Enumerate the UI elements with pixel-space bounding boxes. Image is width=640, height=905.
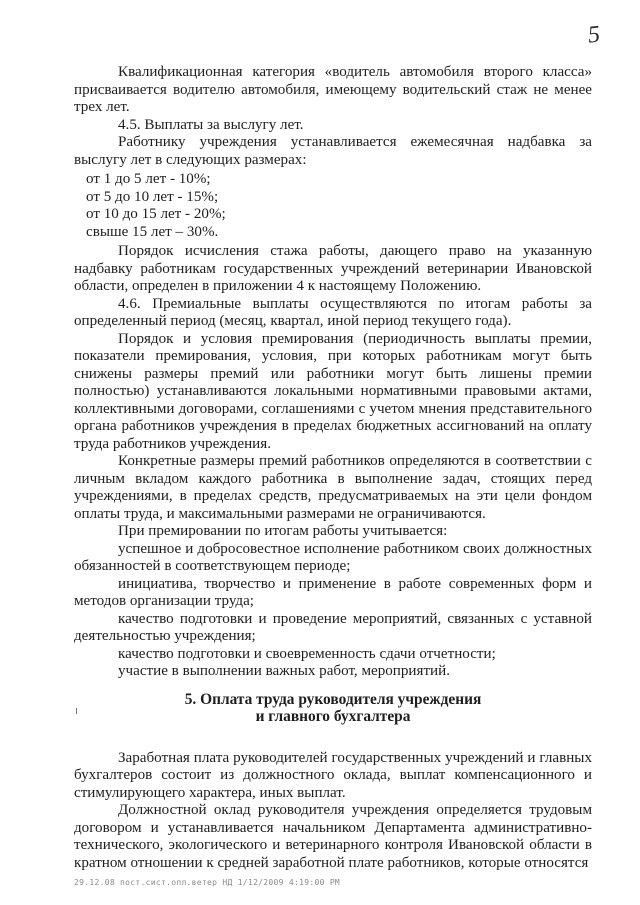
page-number: 5 bbox=[586, 21, 602, 49]
document-footer: 29.12.08 пост.сист.опл.ветер НД 1/12/2009 4:19:00 PM bbox=[74, 878, 341, 887]
paragraph-bonus-procedure: Порядок и условия премирования (периодичность выплаты премии, показатели премирования, условия, при которых работникам могут быть снижены размеры премий или работники могут быть лишены премии полностью) устанавливаются локальными нормативными правовыми актами, коллективными договорами, соглашениями с учетом мнения представительного органа работников учреждения в пределах бюджетных ассигнований на оплату труда работников учреждения. bbox=[74, 330, 592, 452]
seniority-list-item: свыше 15 лет – 30%. bbox=[86, 223, 219, 240]
paragraph-bonus-amounts: Конкретные размеры премий работников определяются в соответствии с личным вкладом каждого работника в выполнение задач, стоящих перед учреждениями, в пределах средств, предусматриваемых на эти цели фондом оплаты труда, и максимальными размерами не ограничиваются. bbox=[74, 453, 592, 522]
paragraph-seniority-intro: Работнику учреждения устанавливается ежемесячная надбавка за выслугу лет в следующих размерах: bbox=[74, 134, 592, 168]
paragraph-seniority-heading: 4.5. Выплаты за выслугу лет. bbox=[118, 116, 304, 133]
seniority-list-item: от 5 до 10 лет - 15%; bbox=[86, 188, 219, 205]
bonus-criterion-item: участие в выполнении важных работ, мероприятий. bbox=[118, 663, 450, 679]
seniority-list-item: от 10 до 15 лет - 20%; bbox=[86, 206, 226, 222]
bonus-criterion-item: успешное и добросовестное исполнение работником своих должностных обязанностей в соответствующем периоде; bbox=[74, 540, 592, 574]
section-heading-line: и главного бухгалтера bbox=[255, 708, 411, 725]
paragraph-driver-category: Квалификационная категория «водитель автомобиля второго класса» присваивается водителю автомобиля, имеющему водительский стаж не менее трех лет. bbox=[74, 64, 592, 115]
bonus-criterion-item: качество подготовки и своевременность сдачи отчетности; bbox=[118, 645, 496, 662]
paragraph-salary-composition: Заработная плата руководителей государственных учреждений и главных бухгалтеров состоит из должностного оклада, выплат компенсационного и стимулирующего характера, иных выплат. bbox=[74, 749, 592, 801]
margin-mark bbox=[76, 708, 77, 714]
paragraph-bonus-criteria-intro: При премировании по итогам работы учитывается: bbox=[118, 523, 448, 539]
section-heading bbox=[74, 691, 592, 726]
paragraph-bonus-payments: 4.6. Премиальные выплаты осуществляются по итогам работы за определенный период (месяц, квартал, иной период текущего года). bbox=[74, 295, 592, 329]
section-heading-line: 5. Оплата труда руководителя учреждения bbox=[184, 690, 482, 708]
paragraph-seniority-calculation: Порядок исчисления стажа работы, дающего право на указанную надбавку работникам государственных учреждений ветеринарии Ивановской области, определен в приложении 4 к настоящему Положению. bbox=[74, 243, 592, 294]
document-body bbox=[74, 64, 592, 872]
bonus-criterion-item: инициатива, творчество и применение в работе современных форм и методов организации труда; bbox=[74, 575, 592, 609]
seniority-list-item: от 1 до 5 лет - 10%; bbox=[86, 171, 211, 187]
bonus-criterion-item: качество подготовки и проведение мероприятий, связанных с уставной деятельностью учреждения; bbox=[74, 610, 592, 644]
paragraph-official-salary: Должностной оклад руководителя учреждения определяется трудовым договором и устанавливается начальником Департамента административно-технического, экологического и ветеринарного контроля Ивановской области в кратном отношении к средней заработной плате работников, которые относятся bbox=[74, 802, 592, 871]
